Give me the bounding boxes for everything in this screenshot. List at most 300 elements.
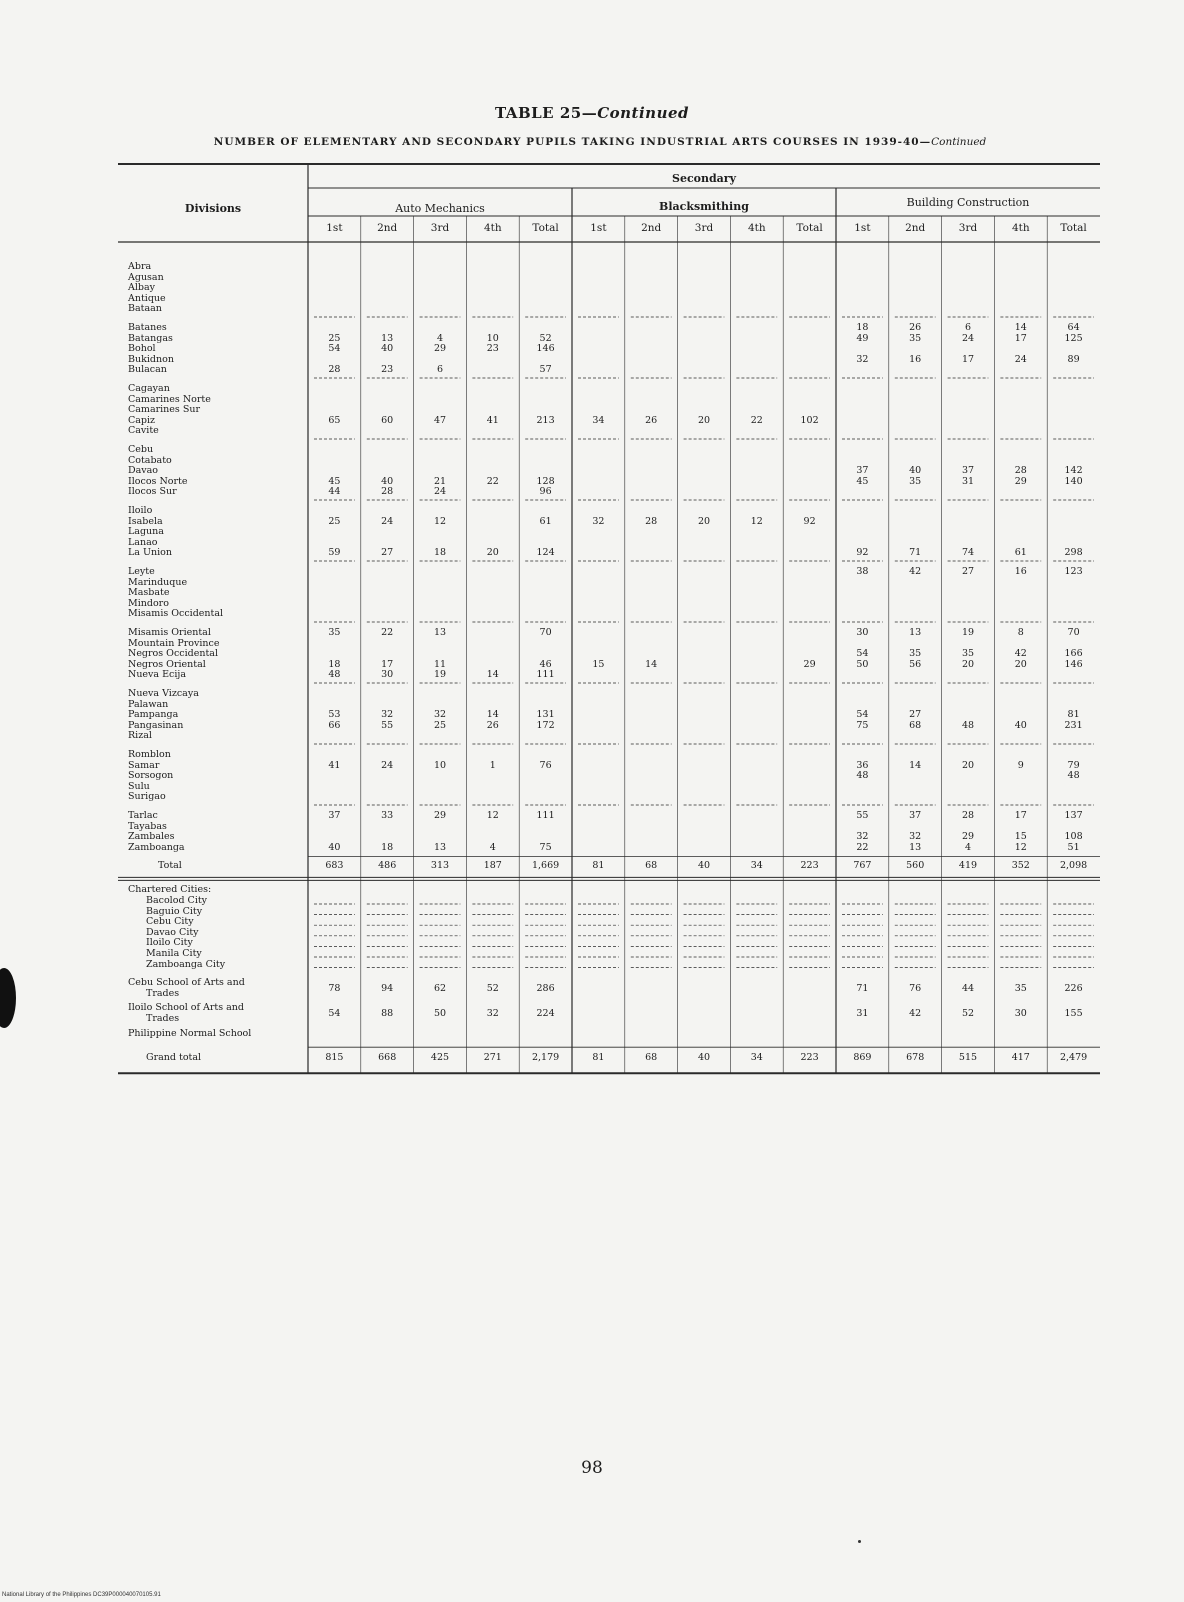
cell-value: 10 xyxy=(486,332,499,344)
school-value: 155 xyxy=(1064,1008,1083,1020)
cell-value: 6 xyxy=(964,322,972,333)
cell-value: 16 xyxy=(909,353,922,365)
cell-value: 20 xyxy=(486,547,499,559)
cell-value: 65 xyxy=(328,414,341,426)
total-value: 1,669 xyxy=(531,860,560,872)
cell-value: 18 xyxy=(381,841,394,853)
school-value: 44 xyxy=(961,983,975,995)
school-value: 76 xyxy=(909,983,922,995)
cell-value: 40 xyxy=(328,841,341,853)
grand-total-value: 678 xyxy=(906,1052,925,1064)
cell-value: 10 xyxy=(433,759,447,771)
group-header-auto-mechanics: Auto Mechanics xyxy=(395,202,485,215)
division-label: Isabela xyxy=(128,515,163,527)
cell-value: 19 xyxy=(433,669,447,681)
subcol-header-0-4: Total xyxy=(532,222,559,234)
cell-value: 28 xyxy=(645,515,658,527)
cell-value: 70 xyxy=(539,627,552,638)
cell-value: 54 xyxy=(856,709,869,721)
school-value: 94 xyxy=(381,983,394,995)
division-label: Zambales xyxy=(128,831,175,843)
grand-total-value: 40 xyxy=(697,1052,711,1064)
cell-value: 123 xyxy=(1064,566,1083,577)
cell-value: 13 xyxy=(433,841,447,853)
school-value: 62 xyxy=(433,983,447,995)
division-label: Misamis Oriental xyxy=(128,627,211,638)
grand-total-value: 223 xyxy=(800,1052,819,1064)
division-label: Laguna xyxy=(128,526,164,538)
grand-total-value: 34 xyxy=(750,1052,763,1064)
cell-value: 79 xyxy=(1067,759,1080,771)
division-label: La Union xyxy=(128,547,172,559)
cell-value: 32 xyxy=(381,709,394,721)
cell-value: 298 xyxy=(1064,547,1083,559)
total-label: Total xyxy=(158,860,182,872)
cell-value: 4 xyxy=(964,841,972,853)
cell-value: 28 xyxy=(381,486,394,498)
division-label: Cotabato xyxy=(128,454,172,466)
cell-value: 4 xyxy=(489,841,496,853)
division-label: Iloilo xyxy=(128,505,153,516)
cell-value: 44 xyxy=(328,486,341,498)
cell-value: 26 xyxy=(486,719,499,731)
group-header-blacksmithing: Blacksmithing xyxy=(659,200,749,213)
cell-value: 37 xyxy=(856,465,869,477)
cell-value: 51 xyxy=(1067,841,1080,853)
total-value: 223 xyxy=(800,860,819,872)
cell-value: 45 xyxy=(856,475,869,487)
cell-value: 111 xyxy=(536,810,555,821)
cell-value: 36 xyxy=(856,759,869,771)
cell-value: 35 xyxy=(328,627,341,638)
cell-value: 45 xyxy=(328,475,341,487)
cell-value: 55 xyxy=(856,810,869,821)
school-label-cont: Trades xyxy=(146,987,180,999)
cell-value: 32 xyxy=(592,515,605,527)
cell-value: 59 xyxy=(328,547,341,559)
cell-value: 13 xyxy=(433,627,447,638)
cell-value: 31 xyxy=(961,475,975,487)
division-label: Masbate xyxy=(128,587,170,599)
cell-value: 40 xyxy=(381,475,394,487)
cell-value: 30 xyxy=(856,627,869,638)
subcol-header-2-1: 2nd xyxy=(905,222,926,234)
cell-value: 56 xyxy=(909,658,922,670)
cell-value: 111 xyxy=(536,669,555,681)
cell-value: 22 xyxy=(381,627,394,638)
cell-value: 17 xyxy=(1014,810,1027,821)
grand-total-value: 425 xyxy=(430,1052,450,1064)
division-label: Mindoro xyxy=(128,597,169,609)
scan-edge-mark xyxy=(0,968,16,1028)
cell-value: 231 xyxy=(1064,719,1083,731)
division-label: Ilocos Sur xyxy=(128,486,177,498)
cell-value: 66 xyxy=(328,719,341,731)
cell-value: 42 xyxy=(909,566,922,577)
cell-value: 38 xyxy=(856,566,869,577)
cell-value: 20 xyxy=(697,414,711,426)
cell-value: 50 xyxy=(856,658,869,670)
page-number: 98 xyxy=(581,1458,603,1478)
cell-value: 12 xyxy=(750,515,763,527)
statistics-table xyxy=(118,162,1100,1218)
cell-value: 172 xyxy=(536,719,555,731)
cell-value: 14 xyxy=(1014,322,1027,333)
cell-value: 27 xyxy=(961,566,975,577)
city-label: Baguio City xyxy=(146,905,203,917)
division-label: Tarlac xyxy=(128,810,158,821)
total-value: 486 xyxy=(378,860,397,872)
cell-value: 21 xyxy=(433,475,447,487)
cell-value: 213 xyxy=(536,414,555,426)
cell-value: 23 xyxy=(486,343,499,355)
cell-value: 142 xyxy=(1064,465,1083,477)
cell-value: 81 xyxy=(1067,709,1080,721)
grand-total-value: 417 xyxy=(1011,1052,1030,1064)
cell-value: 32 xyxy=(856,353,869,365)
cell-value: 18 xyxy=(856,322,869,333)
grand-total-value: 869 xyxy=(853,1052,872,1064)
cell-value: 28 xyxy=(1014,465,1027,477)
cell-value: 24 xyxy=(381,515,394,527)
city-label: Bacolod City xyxy=(146,895,208,906)
total-value: 34 xyxy=(750,860,763,872)
scan-dust-mark xyxy=(858,1540,861,1543)
cell-value: 124 xyxy=(536,547,555,559)
school-value: 50 xyxy=(433,1008,447,1020)
cell-value: 32 xyxy=(909,831,922,843)
cell-value: 37 xyxy=(961,465,975,477)
city-label: Iloilo City xyxy=(146,937,193,949)
division-label: Bohol xyxy=(128,343,156,355)
school-label: Iloilo School of Arts and xyxy=(128,1002,245,1014)
grand-total-label: Grand total xyxy=(146,1052,202,1064)
cell-value: 125 xyxy=(1064,332,1083,344)
cell-value: 19 xyxy=(961,627,975,638)
school-value: 31 xyxy=(856,1008,869,1020)
cell-value: 24 xyxy=(961,332,975,344)
division-label: Ilocos Norte xyxy=(128,475,188,487)
cell-value: 13 xyxy=(909,627,922,638)
cell-value: 60 xyxy=(381,414,394,426)
cell-value: 48 xyxy=(961,719,975,731)
divisions-header: Divisions xyxy=(184,202,242,215)
division-label: Cavite xyxy=(128,425,159,437)
cell-value: 55 xyxy=(381,719,394,731)
subcol-header-0-0: 1st xyxy=(326,222,343,234)
grand-total-value: 68 xyxy=(645,1052,658,1064)
division-label: Rizal xyxy=(128,730,152,742)
cell-value: 102 xyxy=(800,414,819,426)
total-value: 419 xyxy=(958,860,978,872)
school-value: 42 xyxy=(909,1008,922,1020)
cell-value: 74 xyxy=(961,547,975,559)
total-value: 40 xyxy=(697,860,711,872)
cell-value: 24 xyxy=(433,486,447,498)
division-label: Nueva Ecija xyxy=(128,669,187,681)
school-label-cont: Trades xyxy=(146,1013,180,1024)
division-label: Surigao xyxy=(128,791,166,803)
cell-value: 35 xyxy=(909,475,922,487)
city-label: Zamboanga City xyxy=(146,958,226,970)
cell-value: 29 xyxy=(1014,475,1027,487)
cell-value: 49 xyxy=(856,332,869,344)
division-label: Pampanga xyxy=(128,709,179,721)
cell-value: 14 xyxy=(486,709,499,721)
cell-value: 48 xyxy=(1067,770,1080,782)
division-label: Agusan xyxy=(128,271,164,283)
cell-value: 68 xyxy=(909,719,922,731)
cell-value: 48 xyxy=(328,669,341,681)
cell-value: 32 xyxy=(433,709,447,721)
cell-value: 11 xyxy=(433,658,447,670)
total-value: 352 xyxy=(1011,860,1030,872)
cell-value: 29 xyxy=(433,810,447,821)
division-label: Marinduque xyxy=(128,576,188,588)
cell-value: 41 xyxy=(486,414,499,426)
division-label: Negros Oriental xyxy=(128,658,206,670)
cell-value: 14 xyxy=(645,658,658,670)
school-value: 32 xyxy=(486,1008,499,1020)
grand-total-value: 2,179 xyxy=(531,1052,560,1064)
cell-value: 23 xyxy=(381,364,394,376)
school-value: 224 xyxy=(536,1008,555,1020)
division-label: Tayabas xyxy=(128,820,167,832)
total-value: 313 xyxy=(430,860,450,872)
cell-value: 146 xyxy=(1064,658,1083,670)
total-value: 81 xyxy=(592,860,605,872)
division-label: Sulu xyxy=(128,780,150,792)
secondary-header: Secondary xyxy=(672,172,736,185)
cell-value: 42 xyxy=(1014,648,1027,660)
division-label: Nueva Vizcaya xyxy=(128,688,199,699)
division-label: Albay xyxy=(128,282,156,294)
school-value: 35 xyxy=(1014,983,1027,995)
division-label: Palawan xyxy=(128,698,169,710)
cell-value: 29 xyxy=(961,831,975,843)
cell-value: 29 xyxy=(433,343,447,355)
cell-value: 14 xyxy=(486,669,499,681)
grand-total-value: 815 xyxy=(325,1052,344,1064)
cell-value: 17 xyxy=(1014,332,1027,344)
division-label: Cagayan xyxy=(128,383,170,394)
cell-value: 76 xyxy=(539,759,552,771)
division-label: Pangasinan xyxy=(128,719,184,731)
school-value: 226 xyxy=(1064,983,1083,995)
cell-value: 13 xyxy=(909,841,922,853)
cell-value: 17 xyxy=(381,658,394,670)
school-value: 78 xyxy=(328,983,341,995)
division-label: Romblon xyxy=(128,749,171,760)
cell-value: 89 xyxy=(1067,353,1080,365)
grand-total-value: 81 xyxy=(592,1052,605,1064)
division-label: Samar xyxy=(128,759,160,771)
cell-value: 20 xyxy=(1014,658,1027,670)
cell-value: 18 xyxy=(328,658,341,670)
division-label: Bataan xyxy=(128,303,162,315)
cell-value: 128 xyxy=(536,475,555,487)
cell-value: 1 xyxy=(489,759,496,771)
cell-value: 57 xyxy=(539,364,552,376)
cell-value: 35 xyxy=(961,648,975,660)
division-label: Leyte xyxy=(128,566,155,577)
cell-value: 40 xyxy=(1014,719,1027,731)
cell-value: 34 xyxy=(592,414,605,426)
grand-total-value: 2,479 xyxy=(1059,1052,1088,1064)
division-label: Mountain Province xyxy=(128,637,220,649)
division-label: Camarines Sur xyxy=(128,404,200,416)
cell-value: 22 xyxy=(856,841,869,853)
cell-value: 6 xyxy=(436,364,444,376)
subcol-header-0-1: 2nd xyxy=(377,222,398,234)
cell-value: 40 xyxy=(909,465,922,477)
cell-value: 25 xyxy=(328,332,341,344)
cell-value: 27 xyxy=(381,547,394,559)
cell-value: 16 xyxy=(1014,566,1027,577)
cell-value: 166 xyxy=(1064,648,1083,660)
cell-value: 25 xyxy=(433,719,447,731)
cell-value: 40 xyxy=(381,343,394,355)
subcol-header-1-2: 3rd xyxy=(694,222,714,234)
cell-value: 29 xyxy=(803,658,816,670)
total-value: 187 xyxy=(483,860,502,872)
cell-value: 13 xyxy=(381,332,394,344)
subcol-header-1-1: 2nd xyxy=(641,222,662,234)
cell-value: 33 xyxy=(381,810,394,821)
total-value: 68 xyxy=(645,860,658,872)
cell-value: 30 xyxy=(381,669,394,681)
subcol-header-0-2: 3rd xyxy=(430,222,450,234)
cell-value: 71 xyxy=(909,547,922,559)
cell-value: 8 xyxy=(1017,627,1024,638)
city-label: Davao City xyxy=(146,926,199,938)
cell-value: 26 xyxy=(909,322,922,333)
division-label: Lanao xyxy=(128,536,158,548)
cell-value: 46 xyxy=(539,658,552,670)
city-label: Manila City xyxy=(146,948,202,959)
division-label: Cebu xyxy=(128,444,154,455)
cell-value: 14 xyxy=(909,759,922,771)
cell-value: 41 xyxy=(328,759,341,771)
school-value: 54 xyxy=(328,1008,341,1020)
school-value: 52 xyxy=(961,1008,975,1020)
cell-value: 140 xyxy=(1064,475,1083,487)
city-label: Cebu City xyxy=(146,916,194,928)
subcol-header-0-3: 4th xyxy=(483,222,502,234)
cell-value: 92 xyxy=(856,547,869,559)
cell-value: 61 xyxy=(539,515,552,527)
division-label: Negros Occidental xyxy=(128,648,218,660)
school-value: 30 xyxy=(1014,1008,1027,1020)
division-label: Camarines Norte xyxy=(128,393,211,405)
grand-total-value: 668 xyxy=(378,1052,397,1064)
division-label: Misamis Occidental xyxy=(128,608,224,620)
cell-value: 15 xyxy=(592,658,605,670)
cell-value: 53 xyxy=(328,709,341,721)
chartered-cities-label: Chartered Cities: xyxy=(128,884,212,896)
cell-value: 64 xyxy=(1067,322,1080,333)
subcol-header-2-0: 1st xyxy=(854,222,871,234)
cell-value: 20 xyxy=(697,515,711,527)
cell-value: 20 xyxy=(961,759,975,771)
total-value: 560 xyxy=(906,860,925,872)
cell-value: 61 xyxy=(1014,547,1027,559)
cell-value: 75 xyxy=(856,719,869,731)
cell-value: 24 xyxy=(1014,353,1027,365)
cell-value: 37 xyxy=(909,810,922,821)
cell-value: 108 xyxy=(1064,831,1083,843)
school-value: 88 xyxy=(381,1008,394,1020)
school-label: Philippine Normal School xyxy=(128,1027,252,1039)
table-subtitle: NUMBER OF ELEMENTARY AND SECONDARY PUPILS TAKING INDUSTRIAL ARTS COURSES IN 1939-40—Continued xyxy=(213,136,987,148)
cell-value: 22 xyxy=(750,414,763,426)
subcol-header-1-0: 1st xyxy=(590,222,607,234)
cell-value: 12 xyxy=(433,515,447,527)
subcol-header-2-3: 4th xyxy=(1011,222,1030,234)
cell-value: 75 xyxy=(539,841,552,853)
cell-value: 12 xyxy=(486,810,499,821)
library-footer: National Library of the Philippines DC39P000040070105.91 xyxy=(2,1592,161,1598)
cell-value: 146 xyxy=(536,343,555,355)
division-label: Bukidnon xyxy=(128,353,174,365)
cell-value: 54 xyxy=(856,648,869,660)
division-label: Abra xyxy=(128,261,152,272)
cell-value: 15 xyxy=(1014,831,1027,843)
cell-value: 28 xyxy=(961,810,975,821)
cell-value: 92 xyxy=(803,515,816,527)
cell-value: 96 xyxy=(539,486,552,498)
cell-value: 32 xyxy=(856,831,869,843)
school-value: 286 xyxy=(536,983,555,995)
division-label: Batanes xyxy=(128,322,167,333)
cell-value: 24 xyxy=(381,759,394,771)
division-label: Sorsogon xyxy=(128,770,174,782)
total-value: 767 xyxy=(853,860,872,872)
cell-value: 70 xyxy=(1067,627,1080,638)
grand-total-value: 515 xyxy=(958,1052,978,1064)
cell-value: 20 xyxy=(961,658,975,670)
cell-value: 54 xyxy=(328,343,341,355)
division-label: Capiz xyxy=(128,414,156,426)
school-label: Cebu School of Arts and xyxy=(128,977,245,989)
table-title: TABLE 25—Continued xyxy=(494,104,690,122)
division-label: Bulacan xyxy=(128,364,167,376)
cell-value: 37 xyxy=(328,810,341,821)
subcol-header-1-4: Total xyxy=(796,222,823,234)
cell-value: 28 xyxy=(328,364,341,376)
cell-value: 25 xyxy=(328,515,341,527)
cell-value: 4 xyxy=(436,332,444,344)
cell-value: 47 xyxy=(433,414,447,426)
cell-value: 137 xyxy=(1064,810,1083,821)
cell-value: 18 xyxy=(433,547,447,559)
total-value: 2,098 xyxy=(1059,860,1088,872)
grand-total-value: 271 xyxy=(483,1052,502,1064)
cell-value: 35 xyxy=(909,332,922,344)
division-label: Davao xyxy=(128,465,159,477)
division-label: Antique xyxy=(128,292,166,304)
cell-value: 48 xyxy=(856,770,869,782)
cell-value: 12 xyxy=(1014,841,1027,853)
cell-value: 22 xyxy=(486,475,499,487)
subcol-header-2-4: Total xyxy=(1060,222,1087,234)
subcol-header-1-3: 4th xyxy=(747,222,766,234)
group-header-building-construction: Building Construction xyxy=(906,196,1030,209)
cell-value: 52 xyxy=(539,332,552,344)
cell-value: 9 xyxy=(1017,759,1024,771)
cell-value: 27 xyxy=(909,709,922,721)
division-label: Batangas xyxy=(128,332,173,344)
